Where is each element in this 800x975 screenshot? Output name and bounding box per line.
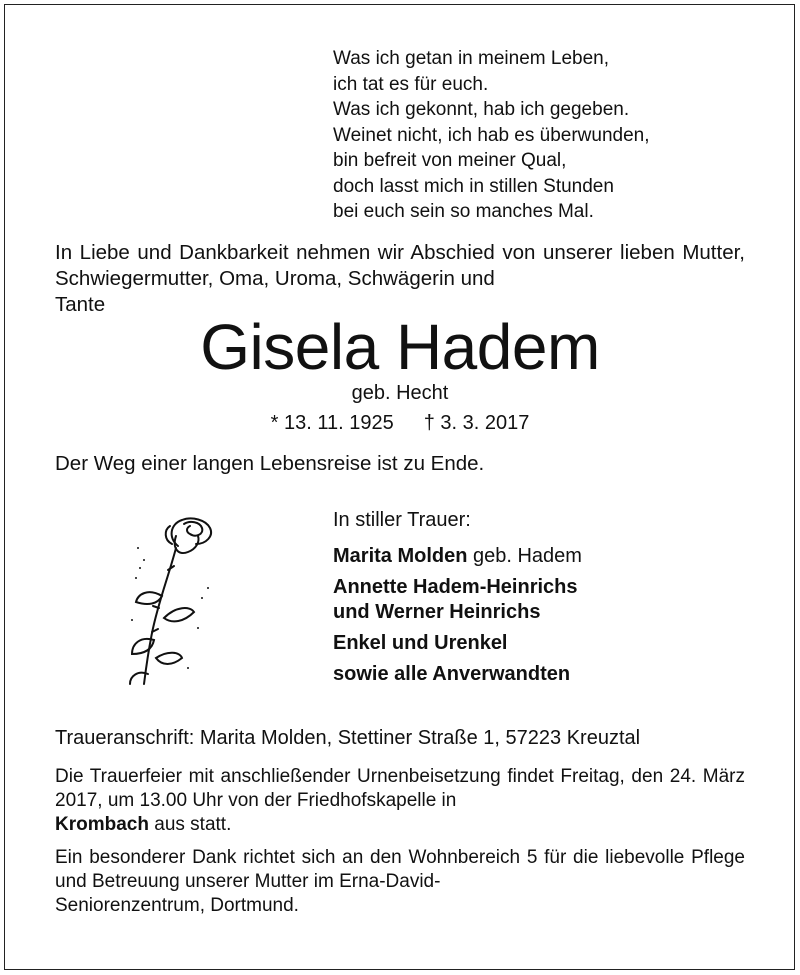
mourner-entry bbox=[333, 631, 582, 656]
mourner-entry bbox=[333, 575, 582, 600]
poem-line: bei euch sein so manches Mal. bbox=[333, 201, 594, 222]
deceased-name: Gisela Hadem bbox=[200, 311, 600, 383]
ceremony-place: Krombach bbox=[55, 814, 149, 835]
poem-line: Was ich getan in meinem Leben, bbox=[333, 48, 610, 69]
mourners-intro: In stiller Trauer: bbox=[333, 509, 471, 531]
poem-line: doch lasst mich in stillen Stunden bbox=[333, 175, 614, 197]
farewell-intro-text: In Liebe und Dankbarkeit nehmen wir Abschied von unserer lieben Mutter, Schwiegermutter, Oma, Uroma, Schwägerin und bbox=[55, 241, 745, 290]
death-date: † 3. 3. 2017 bbox=[423, 412, 530, 434]
poem-line: Was ich gekonnt, hab ich gegeben. bbox=[333, 99, 630, 120]
ceremony-text: Die Trauerfeier mit anschließender Urnenbeisetzung findet Freitag, den 24. März 2017, um 13.00 Uhr von der Friedhofskapelle in bbox=[55, 766, 745, 811]
mourner-note: geb. Hadem bbox=[467, 545, 582, 567]
poem-line: ich tat es für euch. bbox=[333, 73, 489, 95]
thanks-text: Ein besonderer Dank richtet sich an den Wohnbereich 5 für die liebevolle Pflege und Betreuung unserer Mutter im Erna-David- bbox=[55, 847, 745, 892]
thanks-notice bbox=[55, 846, 745, 918]
farewell-intro bbox=[55, 240, 745, 318]
mourner-name: sowie alle Anverwandten bbox=[333, 663, 571, 685]
mourner-name: Marita Molden bbox=[333, 545, 468, 567]
mourner-name: Enkel und Urenkel bbox=[333, 632, 508, 654]
mourner-entry bbox=[333, 600, 582, 625]
epitaph: Der Weg einer langen Lebensreise ist zu Ende. bbox=[55, 452, 485, 475]
mourner-name: und Werner Heinrichs bbox=[333, 601, 541, 623]
mourning-address: Traueranschrift: Marita Molden, Stettiner Straße 1, 57223 Kreuztal bbox=[55, 727, 641, 749]
life-dates bbox=[0, 411, 800, 435]
birth-name: geb. Hecht bbox=[351, 382, 449, 404]
birth-date: * 13. 11. 1925 bbox=[270, 412, 394, 434]
mourner-name: Annette Hadem-Heinrichs bbox=[333, 576, 578, 598]
poem bbox=[333, 46, 650, 225]
mourners-list bbox=[333, 544, 582, 693]
ceremony-end: aus statt. bbox=[148, 814, 232, 835]
mourner-entry bbox=[333, 662, 582, 687]
poem-line: bin befreit von meiner Qual, bbox=[333, 150, 567, 171]
farewell-intro-last: Tante bbox=[55, 293, 106, 316]
ceremony-notice bbox=[55, 765, 745, 837]
poem-line: Weinet nicht, ich hab es überwunden, bbox=[333, 124, 650, 146]
rose-illustration-icon bbox=[118, 508, 228, 688]
thanks-last: Seniorenzentrum, Dortmund. bbox=[55, 895, 299, 916]
mourner-entry bbox=[333, 544, 582, 569]
